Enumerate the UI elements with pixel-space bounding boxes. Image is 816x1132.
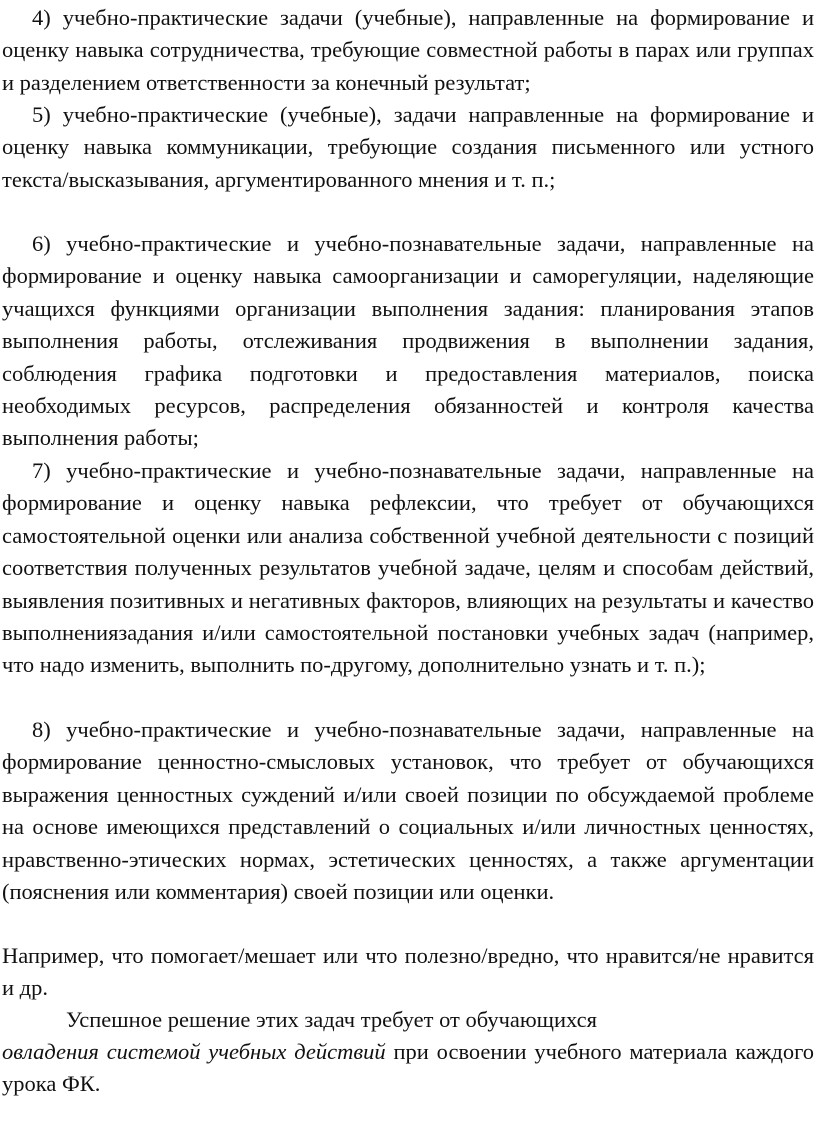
paragraph-example: Например, что помогает/мешает или что полезно/вредно, что нравится/не нравится и др. <box>2 943 814 1001</box>
paragraph-item-7: 7) учебно-практические и учебно-познавательные задачи, направленные на формирование и оценку навыка рефлексии, что требует от обучающихся самостоятельной оценки или анализа собственной учебной деятельности с позиций соответствия полученных результатов учебной задаче, целям и способам действий, выявления позитивных и негативных факторов, влияющих на результаты и качество выполнениязадания и/или самостоятельной постановки учебных задач (например, что надо изменить, выполнить по-другому, дополнительно узнать и т. п.); <box>2 458 814 678</box>
conclusion-first-line: Успешное решение этих задач требует от обучающихся <box>66 1007 597 1032</box>
paragraph-item-5: 5) учебно-практические (учебные), задачи направленные на формирование и оценку навыка коммуникации, требующие создания письменного или устного текста/высказывания, аргументированного мнения и т. п.; <box>2 102 814 192</box>
paragraph-item-8: 8) учебно-практические и учебно-познавательные задачи, направленные на формирование ценностно-смысловых установок, что требует от обучающихся выражения ценностных суждений и/или своей позиции по обсуждаемой проблеме на основе имеющихся представлений о социальных и/или личностных ценностях, нравственно-этических нормах, эстетических ценностях, а также аргументации (пояснения или комментария) своей позиции или оценки. <box>2 717 814 905</box>
conclusion-emphasis: овладения системой учебных действий <box>2 1039 386 1064</box>
paragraph-item-4: 4) учебно-практические задачи (учебные), направленные на формирование и оценку навыка сотрудничества, требующие совместной работы в парах или группах и разделением ответственности за конечный результат; <box>2 5 814 95</box>
conclusion-paragraph <box>2 1036 814 1101</box>
paragraph-item-6: 6) учебно-практические и учебно-познавательные задачи, направленные на формирование и оценку навыка самоорганизации и саморегуляции, наделяющие учащихся функциями организации выполнения задания: планирования этапов выполнения работы, отслеживания продвижения в выполнении задания, соблюдения графика подготовки и предоставления материалов, поиска необходимых ресурсов, распределения обязанностей и контроля качества выполнения работы; <box>2 231 814 451</box>
conclusion-rest: при освоении учебного материала каждого урока ФК. <box>2 1039 814 1097</box>
